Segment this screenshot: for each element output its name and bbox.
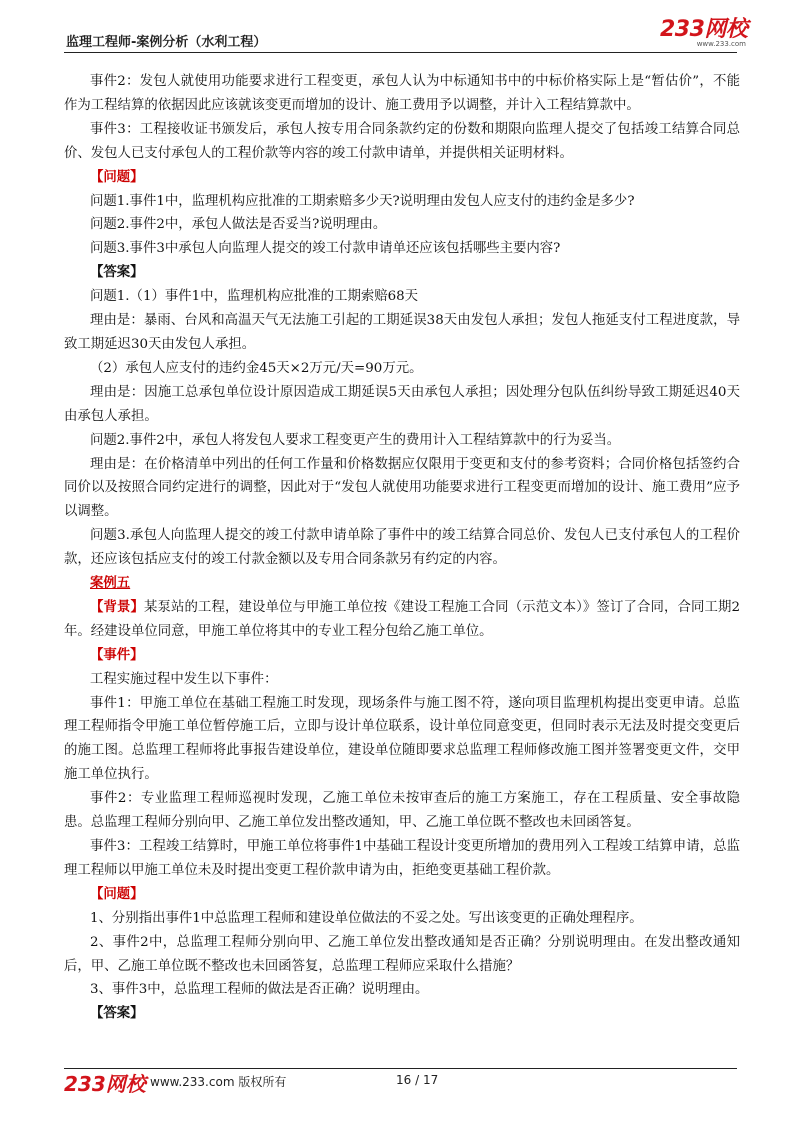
paragraph	[64, 931, 740, 979]
paragraph-text: 事件2：专业监理工程师巡视时发现，乙施工单位未按审查后的施工方案施工，存在工程质量、安全事故隐患。总监理工程师分别向甲、乙施工单位发出整改通知，甲、乙施工单位既不整改也未回函答复。	[64, 791, 740, 831]
section-tag: 【问题】	[90, 885, 144, 902]
paragraph	[64, 524, 740, 572]
paragraph	[64, 309, 740, 357]
header-title: 监理工程师-案例分析（水利工程）	[66, 35, 267, 50]
paragraph	[64, 644, 740, 668]
answer-heading: 【答案】	[90, 1005, 144, 1022]
paragraph	[64, 190, 740, 214]
paragraph-text: 事件3：工程竣工结算时，甲施工单位将事件1中基础工程设计变更所增加的费用列入工程竣工结算申请，总监理工程师以甲施工单位未及时提出变更工程价款申请为由，拒绝变更基础工程价款。	[64, 839, 740, 878]
paragraph	[64, 1002, 740, 1026]
paragraph	[64, 213, 740, 237]
paragraph	[64, 429, 740, 453]
paragraph-text: 1、分别指出事件1中总监理工程师和建设单位做法的不妥之处。写出该变更的正确处理程序。	[90, 910, 643, 926]
document-body	[64, 70, 740, 1026]
answer-heading: 【答案】	[90, 264, 144, 281]
paragraph-text: 问题2.事件2中，承包人将发包人要求工程变更产生的费用计入工程结算款中的行为妥当。	[90, 432, 621, 448]
paragraph	[64, 285, 740, 309]
paragraph	[64, 668, 740, 692]
paragraph-text: 问题3.承包人向监理人提交的竣工付款申请单除了事件中的竣工结算合同总价、发包人已支付承包人的工程价款，还应该包括应支付的竣工付款金额以及专用合同条款另有约定的内容。	[64, 528, 740, 568]
paragraph	[64, 978, 740, 1002]
paragraph	[64, 237, 740, 261]
paragraph	[64, 118, 740, 166]
paragraph-text: 2、事件2中，总监理工程师分别向甲、乙施工单位发出整改通知是否正确？分别说明理由。在发出整改通知后，甲、乙施工单位既不整改也未回函答复，总监理工程师应采取什么措施？	[64, 934, 740, 974]
paragraph	[64, 166, 740, 190]
paragraph	[64, 453, 740, 525]
paragraph-text: 问题1.事件1中，监理机构应批准的工期索赔多少天?说明理由发包人应支付的违约金是多少?	[90, 193, 635, 209]
paragraph	[64, 261, 740, 285]
paragraph-text: 理由是：暴雨、台风和高温天气无法施工引起的工期延误38天由发包人承担；发包人拖延支付工程进度款，导致工期延迟30天由发包人承担。	[64, 313, 740, 352]
paragraph-text: 问题1.（1）事件1中，监理机构应批准的工期索赔68天	[90, 289, 419, 305]
paragraph	[64, 692, 740, 788]
paragraph	[64, 787, 740, 835]
page-number: 16 / 17	[396, 1073, 439, 1087]
paragraph-text: 事件1：甲施工单位在基础工程施工时发现，现场条件与施工图不符，遂向项目监理机构提出变更申请。总监理工程师指令甲施工单位暂停施工后，立即与设计单位联系，设计单位同意变更，但同时表示无法及时提交变更后的施工图。总监理工程师将此事报告建设单位，建设单位随即要求总监理工程师修改施工图并签署变更文件，交甲施工单位执行。	[64, 695, 740, 783]
paragraph-text: （2）承包人应支付的违约金45天×2万元/天=90万元。	[90, 360, 423, 376]
paragraph-text: 问题2.事件2中，承包人做法是否妥当?说明理由。	[90, 217, 387, 233]
case-heading: 案例五	[90, 575, 131, 592]
paragraph-text: 理由是：在价格清单中列出的任何工作量和价格数据应仅限用于变更和支付的参考资料；合同价格包括签约合同价以及按照合同约定进行的调整，因此对于“发包人就使用功能要求进行工程变更而增加的设计、施工费用”应予以调整。	[64, 456, 740, 520]
header-logo-url: www.233.com	[696, 40, 746, 48]
header-divider	[64, 52, 737, 53]
paragraph-text: 事件3：工程接收证书颁发后，承包人按专用合同条款约定的份数和期限向监理人提交了包括竣工结算合同总价、发包人已支付承包人的工程价款等内容的竣工付款申请单，并提供相关证明材料。	[64, 121, 740, 161]
paragraph	[64, 572, 740, 596]
section-tag: 【事件】	[90, 646, 144, 663]
section-tag: 【背景】	[90, 598, 145, 615]
paragraph-text: 问题3.事件3中承包人向监理人提交的竣工付款申请单还应该包括哪些主要内容?	[90, 241, 561, 257]
paragraph	[64, 357, 740, 381]
paragraph	[64, 907, 740, 931]
section-tag: 【问题】	[90, 168, 144, 185]
paragraph	[64, 381, 740, 429]
paragraph	[64, 835, 740, 883]
paragraph	[64, 883, 740, 907]
footer-divider	[64, 1068, 737, 1069]
header-logo-text: 233网校	[660, 17, 748, 42]
paragraph-text: 3、事件3中，总监理工程师的做法是否正确？说明理由。	[90, 982, 429, 998]
paragraph-text: 某泵站的工程，建设单位与甲施工单位按《建设工程施工合同（示范文本）》签订了合同，合同工期2年。经建设单位同意，甲施工单位将其中的专业工程分包给乙施工单位。	[64, 599, 740, 639]
paragraph-text: 理由是：因施工总承包单位设计原因造成工期延误5天由承包人承担；因处理分包队伍纠纷导致工期延迟40天由承包人承担。	[64, 384, 740, 424]
paragraph	[64, 70, 740, 118]
footer-logo[interactable]: 233网校	[64, 1072, 146, 1096]
paragraph-text: 工程实施过程中发生以下事件：	[90, 671, 278, 687]
paragraph-text: 事件2：发包人就使用功能要求进行工程变更，承包人认为中标通知书中的中标价格实际上是“暂估价”，不能作为工程结算的依据因此应该就该变更而增加的设计、施工费用予以调整，并计入工程结算款中。	[64, 74, 740, 113]
paragraph	[64, 596, 740, 644]
footer-copyright: www.233.com 版权所有	[150, 1075, 287, 1089]
